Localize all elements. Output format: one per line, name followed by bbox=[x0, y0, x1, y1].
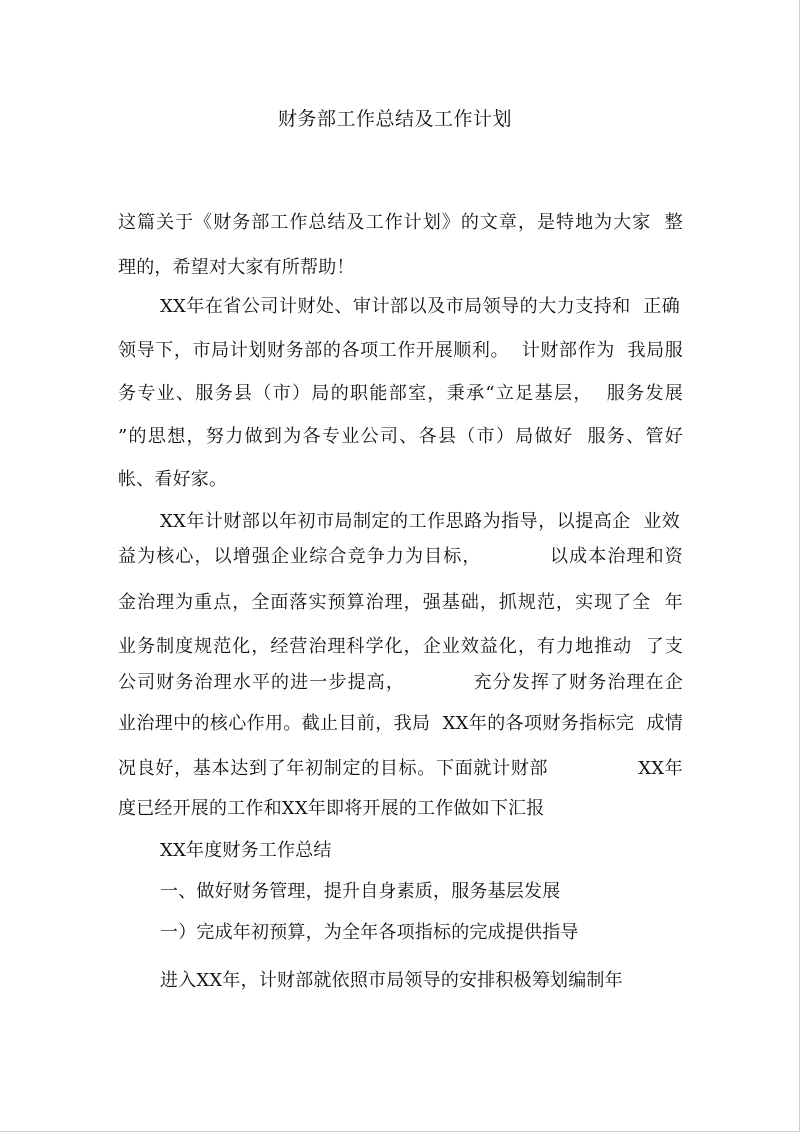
paragraph-line: 领导下，市局计划财务部的各项工作开展顺利。 计财部作为 我局服 bbox=[118, 340, 683, 361]
paragraph-line: XX年在省公司计财处、审计部以及市局领导的大力支持和 正确 bbox=[160, 296, 680, 317]
section-heading: 一、做好财务管理，提升自身素质，服务基层发展 bbox=[160, 881, 561, 902]
paragraph-line: 度已经开展的工作和XX年即将开展的工作做如下汇报 bbox=[118, 798, 545, 819]
paragraph-line: 务专业、服务县（市）局的职能部室，秉承“立足基层， 服务发展 bbox=[118, 383, 683, 404]
paragraph-line: 进入XX年，计财部就依照市局领导的安排积极筹划编制年 bbox=[160, 970, 623, 991]
paragraph-line: 理的，希望对大家有所帮助！ bbox=[118, 257, 355, 278]
paragraph-line: 益为核心，以增强企业综合竞争力为目标， 以成本治理和资 bbox=[118, 546, 683, 567]
paragraph-line: 公司财务治理水平的进一步提高， 充分发挥了财务治理在企 bbox=[118, 672, 683, 693]
paragraph-line: 帐、看好家。 bbox=[118, 469, 228, 490]
paragraph-line: 金治理为重点，全面落实预算治理，强基础，抓规范，实现了全 年 bbox=[118, 592, 683, 613]
paragraph-line: 这篇关于《财务部工作总结及工作计划》的文章，是特地为大家 整 bbox=[118, 212, 683, 233]
paragraph-line: XX年计财部以年初市局制定的工作思路为指导，以提高企 业效 bbox=[160, 511, 680, 532]
paragraph-line: 况良好，基本达到了年初制定的目标。下面就计财部 XX年 bbox=[118, 758, 683, 779]
paragraph-line: 业务制度规范化，经营治理科学化，企业效益化，有力地推动 了支 bbox=[118, 636, 683, 657]
subsection-heading: 一）完成年初预算，为全年各项指标的完成提供指导 bbox=[160, 922, 579, 943]
section-heading: XX年度财务工作总结 bbox=[160, 840, 332, 861]
document-title: 财务部工作总结及工作计划 bbox=[277, 108, 512, 130]
paragraph-line: ”的思想，努力做到为各专业公司、各县（市）局做好 服务、管好 bbox=[118, 426, 683, 447]
paragraph-line: 业治理中的核心作用。截止目前，我局 XX年的各项财务指标完 成情 bbox=[118, 713, 683, 734]
